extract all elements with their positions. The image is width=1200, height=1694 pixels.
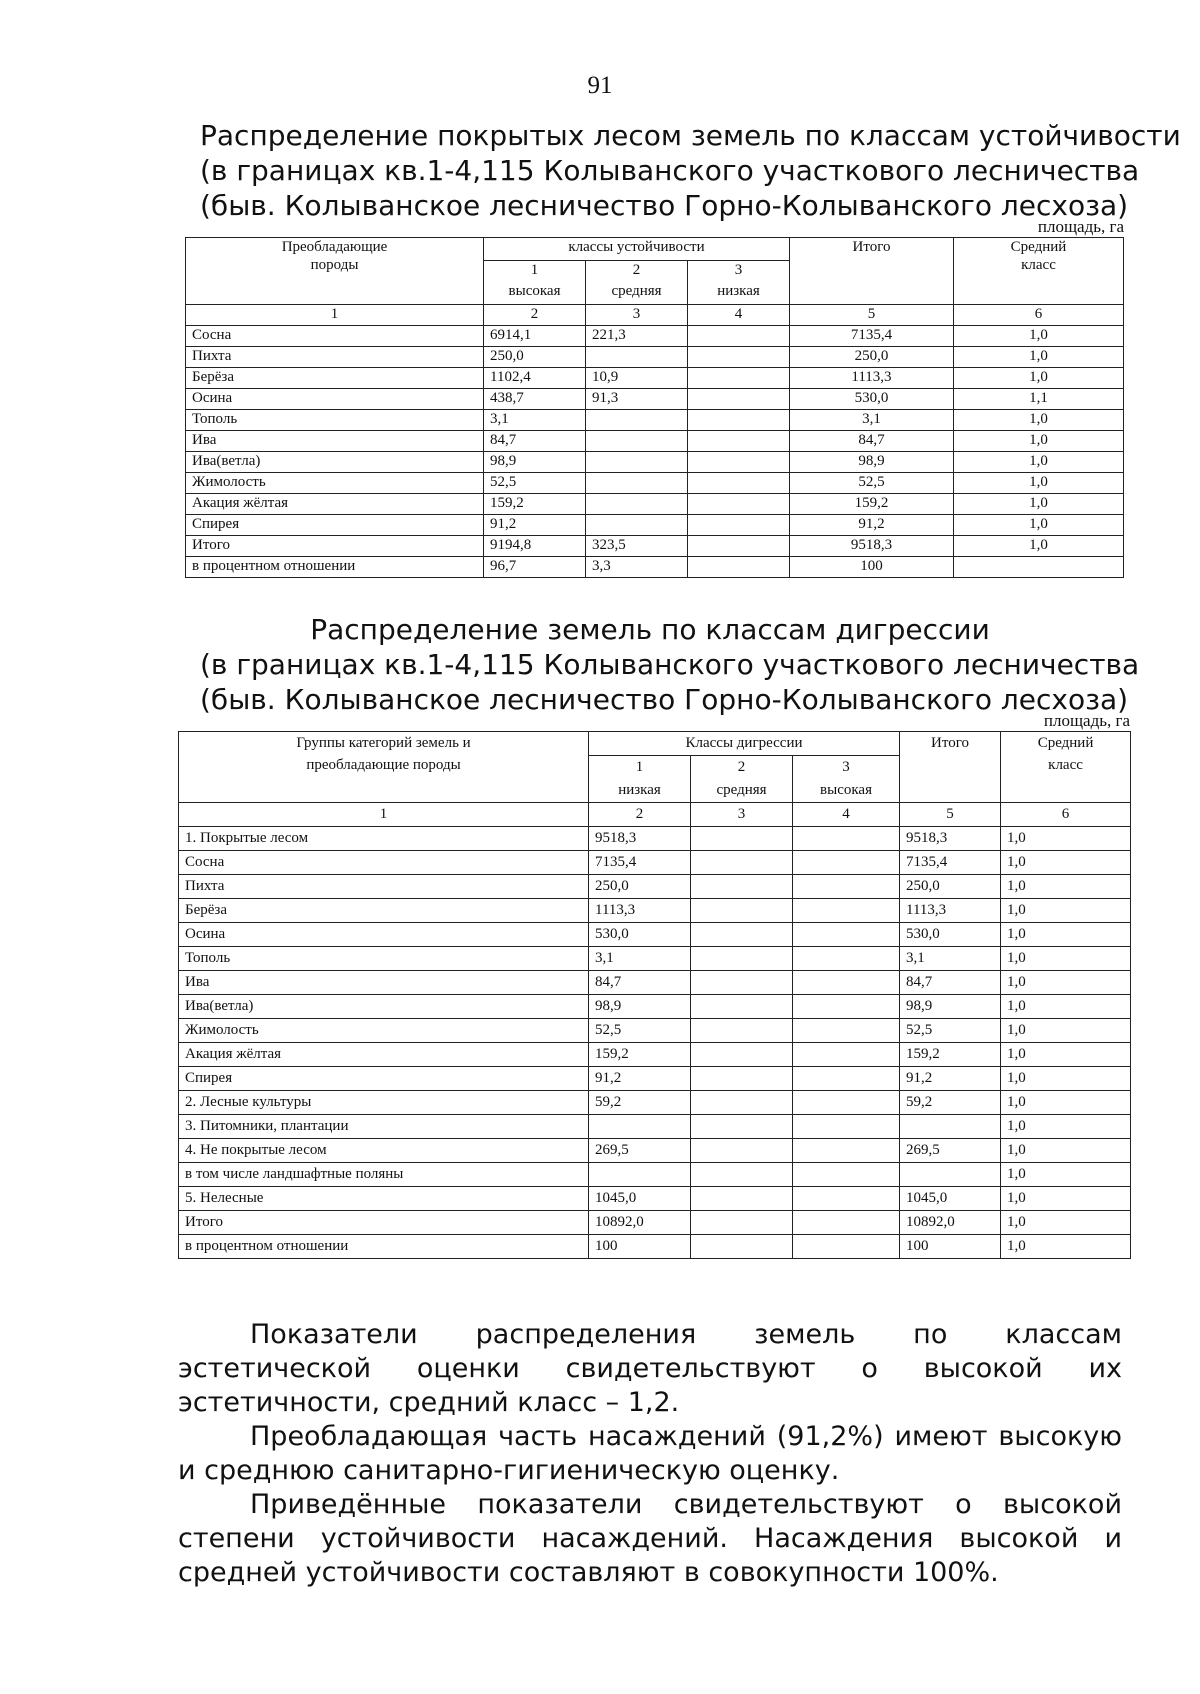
table-cell: 530,0 bbox=[790, 389, 954, 410]
row-label: Жимолость bbox=[179, 1019, 589, 1043]
table-cell: 1,0 bbox=[1001, 1091, 1131, 1115]
col-number: 5 bbox=[900, 803, 1001, 827]
row-label: Пихта bbox=[179, 875, 589, 899]
table-row bbox=[179, 851, 1131, 875]
table-cell: 1,0 bbox=[954, 473, 1124, 494]
stability-table bbox=[185, 237, 1124, 578]
table-cell: 7135,4 bbox=[790, 326, 954, 347]
table-cell bbox=[688, 473, 790, 494]
table-cell bbox=[691, 1187, 793, 1211]
table-cell: 100 bbox=[790, 557, 954, 578]
table-cell: 52,5 bbox=[589, 1019, 691, 1043]
table-cell bbox=[688, 410, 790, 431]
table-row bbox=[186, 452, 1124, 473]
table-cell: 250,0 bbox=[484, 347, 586, 368]
table-cell bbox=[586, 473, 688, 494]
table1-unit: площадь, га bbox=[1037, 217, 1124, 236]
table-cell bbox=[691, 1067, 793, 1091]
table2-title-line: (быв. Колыванское лесничество Горно-Колыванского лесхоза) bbox=[200, 683, 1129, 716]
table-cell bbox=[688, 452, 790, 473]
table-cell bbox=[688, 494, 790, 515]
row-label: в процентном отношении bbox=[186, 557, 484, 578]
table-cell: 3,3 bbox=[586, 557, 688, 578]
table-cell bbox=[691, 1019, 793, 1043]
col-number: 6 bbox=[954, 305, 1124, 326]
col-number: 4 bbox=[793, 803, 900, 827]
header-class2-name: средняя bbox=[586, 282, 688, 304]
table-cell: 84,7 bbox=[589, 971, 691, 995]
table-cell: 9194,8 bbox=[484, 536, 586, 557]
table-row bbox=[179, 1091, 1131, 1115]
table2-unit: площадь, га bbox=[1043, 711, 1130, 730]
header-avg bbox=[1001, 732, 1131, 803]
table-cell bbox=[691, 947, 793, 971]
row-label: 2. Лесные культуры bbox=[179, 1091, 589, 1115]
table-row bbox=[186, 557, 1124, 578]
header-class1-name: низкая bbox=[589, 779, 691, 803]
table-row bbox=[186, 410, 1124, 431]
table-cell: 9518,3 bbox=[900, 827, 1001, 851]
row-label: Акация жёлтая bbox=[179, 1043, 589, 1067]
table-cell: 1,0 bbox=[954, 431, 1124, 452]
row-label: Осина bbox=[179, 923, 589, 947]
table-row bbox=[179, 827, 1131, 851]
table-cell: 1,0 bbox=[1001, 899, 1131, 923]
row-label: Жимолость bbox=[186, 473, 484, 494]
table-cell bbox=[691, 1091, 793, 1115]
header-species bbox=[186, 238, 484, 305]
table-row bbox=[186, 494, 1124, 515]
table-cell: 9518,3 bbox=[589, 827, 691, 851]
table-row bbox=[179, 1115, 1131, 1139]
header-class2-num: 2 bbox=[691, 756, 793, 780]
table-cell bbox=[691, 875, 793, 899]
header-avg-text: Средний класс bbox=[1010, 239, 1067, 273]
table-cell bbox=[793, 851, 900, 875]
table-cell: 1,0 bbox=[1001, 1067, 1131, 1091]
header-avg-text: Средний класс bbox=[1037, 735, 1094, 773]
header-species-text: Группы категорий земель и преобладающие породы bbox=[296, 735, 471, 773]
table-cell: 1,0 bbox=[954, 368, 1124, 389]
header-class3-num: 3 bbox=[793, 756, 900, 780]
table-cell bbox=[900, 1115, 1001, 1139]
table-cell: 1,0 bbox=[954, 326, 1124, 347]
table-cell: 98,9 bbox=[900, 995, 1001, 1019]
table-cell bbox=[793, 1139, 900, 1163]
table-row bbox=[179, 947, 1131, 971]
table-cell: 1,0 bbox=[1001, 1163, 1131, 1187]
table-cell: 250,0 bbox=[589, 875, 691, 899]
table-cell: 91,2 bbox=[484, 515, 586, 536]
table1-title-line: (быв. Колыванское лесничество Горно-Колыванского лесхоза) bbox=[200, 189, 1129, 222]
table-cell bbox=[691, 1235, 793, 1259]
table-cell: 250,0 bbox=[900, 875, 1001, 899]
row-label: Сосна bbox=[186, 326, 484, 347]
row-label: Осина bbox=[186, 389, 484, 410]
row-label: 1. Покрытые лесом bbox=[179, 827, 589, 851]
paragraph: Показатели распределения земель по классам эстетической оценки свидетельствуют о высокой их эстетичности, средний класс – 1,2. bbox=[178, 1319, 1122, 1418]
col-number: 1 bbox=[179, 803, 589, 827]
table-cell bbox=[691, 851, 793, 875]
table-cell: 52,5 bbox=[484, 473, 586, 494]
column-number-row bbox=[186, 305, 1124, 326]
table-cell bbox=[793, 1211, 900, 1235]
table2-title-line: Распределение земель по классам дигрессии bbox=[310, 613, 990, 646]
table-cell bbox=[793, 1091, 900, 1115]
table-cell bbox=[793, 947, 900, 971]
row-label: Сосна bbox=[179, 851, 589, 875]
row-label: Спирея bbox=[179, 1067, 589, 1091]
table-cell bbox=[691, 1163, 793, 1187]
table-cell: 1,0 bbox=[1001, 947, 1131, 971]
table1-title-line: (в границах кв.1-4,115 Колыванского участкового лесничества bbox=[200, 154, 1140, 187]
table-row bbox=[179, 923, 1131, 947]
table-row bbox=[179, 1235, 1131, 1259]
col-number: 2 bbox=[484, 305, 586, 326]
table-cell bbox=[793, 1163, 900, 1187]
table-cell: 98,9 bbox=[790, 452, 954, 473]
table-cell: 1,0 bbox=[1001, 875, 1131, 899]
col-number: 4 bbox=[688, 305, 790, 326]
row-label: Берёза bbox=[179, 899, 589, 923]
table1-title bbox=[200, 118, 1181, 223]
header-class2-num: 2 bbox=[586, 260, 688, 282]
header-species-text: Преобладающие породы bbox=[281, 239, 388, 273]
table-cell: 1,0 bbox=[1001, 1043, 1131, 1067]
table-row bbox=[186, 473, 1124, 494]
table-cell bbox=[586, 410, 688, 431]
table-cell: 84,7 bbox=[900, 971, 1001, 995]
table-cell: 1045,0 bbox=[900, 1187, 1001, 1211]
table-cell: 96,7 bbox=[484, 557, 586, 578]
table-cell: 1,0 bbox=[1001, 1139, 1131, 1163]
table-cell: 98,9 bbox=[484, 452, 586, 473]
table-cell bbox=[691, 923, 793, 947]
table-cell: 52,5 bbox=[790, 473, 954, 494]
table-cell: 1102,4 bbox=[484, 368, 586, 389]
table1-title-line: Распределение покрытых лесом земель по классам устойчивости bbox=[200, 119, 1181, 152]
table-cell bbox=[688, 326, 790, 347]
table-cell: 84,7 bbox=[484, 431, 586, 452]
digression-table bbox=[178, 731, 1131, 1259]
table-cell: 91,2 bbox=[589, 1067, 691, 1091]
table-cell: 1,0 bbox=[954, 452, 1124, 473]
table-cell: 1,0 bbox=[1001, 995, 1131, 1019]
table-cell bbox=[688, 368, 790, 389]
table-cell: 1,0 bbox=[954, 536, 1124, 557]
table-cell: 100 bbox=[900, 1235, 1001, 1259]
row-label: Тополь bbox=[179, 947, 589, 971]
table-cell bbox=[691, 1139, 793, 1163]
table-row bbox=[186, 431, 1124, 452]
paragraph: Преобладающая часть насаждений (91,2%) имеют высокую и среднюю санитарно-гигиеническую оценку. bbox=[178, 1421, 1122, 1486]
row-label: Тополь bbox=[186, 410, 484, 431]
table-cell: 1,0 bbox=[1001, 1187, 1131, 1211]
table-cell: 1113,3 bbox=[589, 899, 691, 923]
col-number: 6 bbox=[1001, 803, 1131, 827]
table-row bbox=[186, 326, 1124, 347]
table-cell: 1,0 bbox=[1001, 971, 1131, 995]
col-number: 1 bbox=[186, 305, 484, 326]
header-group: Классы дигрессии bbox=[589, 732, 900, 756]
table-cell: 3,1 bbox=[790, 410, 954, 431]
table1-body bbox=[186, 326, 1124, 578]
table-row bbox=[179, 1067, 1131, 1091]
table-cell: 59,2 bbox=[900, 1091, 1001, 1115]
table-cell: 10892,0 bbox=[900, 1211, 1001, 1235]
row-label: Ива(ветла) bbox=[186, 452, 484, 473]
table-cell bbox=[793, 827, 900, 851]
table-cell bbox=[793, 875, 900, 899]
table-cell bbox=[589, 1163, 691, 1187]
table-cell: 1,0 bbox=[954, 515, 1124, 536]
table-cell: 1,0 bbox=[1001, 851, 1131, 875]
table-cell bbox=[586, 347, 688, 368]
table-cell: 1,0 bbox=[1001, 1115, 1131, 1139]
col-number: 3 bbox=[586, 305, 688, 326]
table2-title-line: (в границах кв.1-4,115 Колыванского участкового лесничества bbox=[200, 648, 1140, 681]
table-cell bbox=[793, 1115, 900, 1139]
table2-body bbox=[179, 827, 1131, 1259]
table-row bbox=[179, 1187, 1131, 1211]
table-cell: 1,0 bbox=[1001, 923, 1131, 947]
header-class3-num: 3 bbox=[688, 260, 790, 282]
table-cell: 1045,0 bbox=[589, 1187, 691, 1211]
row-label: 4. Не покрытые лесом bbox=[179, 1139, 589, 1163]
table-cell bbox=[586, 515, 688, 536]
table-row bbox=[186, 389, 1124, 410]
table-row bbox=[179, 899, 1131, 923]
table-cell bbox=[688, 431, 790, 452]
table-cell: 3,1 bbox=[589, 947, 691, 971]
table-row bbox=[186, 515, 1124, 536]
table-row bbox=[179, 1019, 1131, 1043]
table-row bbox=[179, 1043, 1131, 1067]
table-row bbox=[186, 347, 1124, 368]
table-cell: 6914,1 bbox=[484, 326, 586, 347]
table-cell: 59,2 bbox=[589, 1091, 691, 1115]
table-cell: 3,1 bbox=[484, 410, 586, 431]
table-cell: 1,0 bbox=[954, 494, 1124, 515]
table-cell: 159,2 bbox=[589, 1043, 691, 1067]
page-number: 91 bbox=[587, 72, 613, 99]
table-cell: 1113,3 bbox=[790, 368, 954, 389]
table-row bbox=[179, 1211, 1131, 1235]
table-cell: 100 bbox=[589, 1235, 691, 1259]
table-cell: 269,5 bbox=[900, 1139, 1001, 1163]
row-label: Пихта bbox=[186, 347, 484, 368]
header-class1-num: 1 bbox=[484, 260, 586, 282]
table-cell: 1,0 bbox=[1001, 1211, 1131, 1235]
row-label: 3. Питомники, плантации bbox=[179, 1115, 589, 1139]
table-cell: 91,2 bbox=[790, 515, 954, 536]
row-label: Берёза bbox=[186, 368, 484, 389]
table-cell bbox=[688, 347, 790, 368]
table-cell bbox=[793, 1235, 900, 1259]
table-cell: 159,2 bbox=[790, 494, 954, 515]
row-label: в том числе ландшафтные поляны bbox=[179, 1163, 589, 1187]
header-class1-num: 1 bbox=[589, 756, 691, 780]
table2-title bbox=[200, 612, 1140, 717]
table-row bbox=[179, 1163, 1131, 1187]
table-cell bbox=[691, 1211, 793, 1235]
table-cell: 91,3 bbox=[586, 389, 688, 410]
table-cell: 7135,4 bbox=[589, 851, 691, 875]
table-row bbox=[179, 875, 1131, 899]
table-cell bbox=[954, 557, 1124, 578]
table-cell: 438,7 bbox=[484, 389, 586, 410]
table-cell: 530,0 bbox=[900, 923, 1001, 947]
table-cell: 159,2 bbox=[900, 1043, 1001, 1067]
table-cell bbox=[586, 452, 688, 473]
table-cell: 84,7 bbox=[790, 431, 954, 452]
table-cell: 323,5 bbox=[586, 536, 688, 557]
row-label: Спирея bbox=[186, 515, 484, 536]
table-cell bbox=[688, 389, 790, 410]
table-cell: 159,2 bbox=[484, 494, 586, 515]
table-cell bbox=[688, 557, 790, 578]
table-cell bbox=[793, 923, 900, 947]
table-cell: 98,9 bbox=[589, 995, 691, 1019]
header-group: классы устойчивости bbox=[484, 238, 790, 261]
paragraph: Приведённые показатели свидетельствуют о высокой степени устойчивости насаждений. Насаждения высокой и средней устойчивости составляют в совокупности 100%. bbox=[178, 1489, 1122, 1588]
table-cell bbox=[589, 1115, 691, 1139]
table-cell bbox=[586, 494, 688, 515]
table-cell bbox=[691, 995, 793, 1019]
table-row bbox=[179, 995, 1131, 1019]
table-row bbox=[186, 368, 1124, 389]
header-class2-name: средняя bbox=[691, 779, 793, 803]
row-label: Ива bbox=[179, 971, 589, 995]
table-cell: 91,2 bbox=[900, 1067, 1001, 1091]
header-species bbox=[179, 732, 589, 803]
header-total: Итого bbox=[790, 238, 954, 305]
col-number: 2 bbox=[589, 803, 691, 827]
col-number: 5 bbox=[790, 305, 954, 326]
header-class1-name: высокая bbox=[484, 282, 586, 304]
summary-text bbox=[178, 1318, 1122, 1590]
row-label: Итого bbox=[179, 1211, 589, 1235]
table-cell: 1,0 bbox=[954, 410, 1124, 431]
table-cell: 9518,3 bbox=[790, 536, 954, 557]
table-cell: 52,5 bbox=[900, 1019, 1001, 1043]
table-cell bbox=[688, 536, 790, 557]
row-label: Акация жёлтая bbox=[186, 494, 484, 515]
table-cell bbox=[793, 971, 900, 995]
row-label: Итого bbox=[186, 536, 484, 557]
table-cell: 250,0 bbox=[790, 347, 954, 368]
table-cell: 10892,0 bbox=[589, 1211, 691, 1235]
table-cell bbox=[900, 1163, 1001, 1187]
table-cell bbox=[793, 1187, 900, 1211]
table-cell: 1113,3 bbox=[900, 899, 1001, 923]
row-label: в процентном отношении bbox=[179, 1235, 589, 1259]
table-cell bbox=[691, 899, 793, 923]
table-cell: 1,0 bbox=[954, 347, 1124, 368]
table-cell bbox=[691, 1043, 793, 1067]
table-row bbox=[179, 971, 1131, 995]
column-number-row bbox=[179, 803, 1131, 827]
col-number: 3 bbox=[691, 803, 793, 827]
table-cell: 530,0 bbox=[589, 923, 691, 947]
row-label: Ива(ветла) bbox=[179, 995, 589, 1019]
table-cell: 221,3 bbox=[586, 326, 688, 347]
header-class3-name: высокая bbox=[793, 779, 900, 803]
table-cell bbox=[586, 431, 688, 452]
table-cell bbox=[793, 1019, 900, 1043]
header-avg bbox=[954, 238, 1124, 305]
table-cell bbox=[793, 1067, 900, 1091]
row-label: 5. Нелесные bbox=[179, 1187, 589, 1211]
table-cell bbox=[688, 515, 790, 536]
table-cell: 1,0 bbox=[1001, 827, 1131, 851]
header-class3-name: низкая bbox=[688, 282, 790, 304]
table-cell: 1,0 bbox=[1001, 1235, 1131, 1259]
table-row bbox=[179, 1139, 1131, 1163]
table-cell bbox=[691, 827, 793, 851]
table-cell: 3,1 bbox=[900, 947, 1001, 971]
table-row bbox=[186, 536, 1124, 557]
table-cell bbox=[691, 971, 793, 995]
table-cell bbox=[793, 899, 900, 923]
header-total: Итого bbox=[900, 732, 1001, 803]
table-cell bbox=[793, 995, 900, 1019]
table-cell: 1,1 bbox=[954, 389, 1124, 410]
table-cell bbox=[793, 1043, 900, 1067]
table-cell: 10,9 bbox=[586, 368, 688, 389]
table-cell: 269,5 bbox=[589, 1139, 691, 1163]
table-cell: 7135,4 bbox=[900, 851, 1001, 875]
table-cell: 1,0 bbox=[1001, 1019, 1131, 1043]
table-cell bbox=[691, 1115, 793, 1139]
row-label: Ива bbox=[186, 431, 484, 452]
